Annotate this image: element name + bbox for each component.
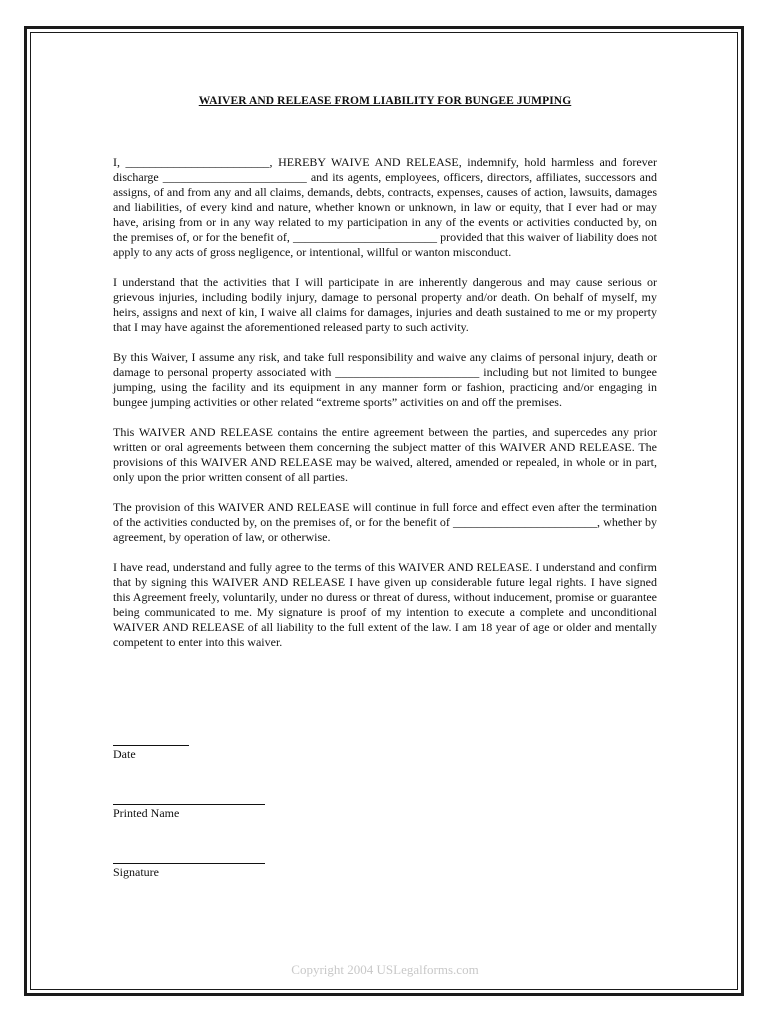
document-body (113, 155, 657, 665)
signature-line[interactable] (113, 863, 265, 864)
paragraph-survival: The provision of this WAIVER AND RELEASE will continue in full force and effect even after the termination of the activities conducted by, on the premises of, or for the benefit of ________________________, whether by agreement, by operation of law, or otherwise. (113, 500, 657, 544)
paragraph-assumption-of-risk: By this Waiver, I assume any risk, and take full responsibility and waive any claims of personal injury, death or damage to personal property associated with ________________________ including but not limited to bungee jumping, using the facility and its equipment in any manner form or fashion, practicing and/or engaging in bungee jumping activities or other related “extreme sports” activities on and off the premises. (113, 350, 657, 409)
paragraph-acknowledgement: I have read, understand and fully agree to the terms of this WAIVER AND RELEASE. I understand and confirm that by signing this WAIVER AND RELEASE I have given up considerable future legal rights. I have signed this Agreement freely, voluntarily, under no duress or threat of duress, without inducement, promise or guarantee being communicated to me. My signature is proof of my intention to execute a complete and unconditional WAIVER AND RELEASE of all liability to the full extent of the law. I am 18 year of age or older and mentally competent to enter into this waiver. (113, 560, 657, 649)
date-label: Date (113, 747, 136, 761)
document-title: WAIVER AND RELEASE FROM LIABILITY FOR BUNGEE JUMPING (198, 95, 572, 107)
paragraph-waiver-release: I, ________________________, HEREBY WAIVE AND RELEASE, indemnify, hold harmless and forever discharge ________________________ and its agents, employees, officers, directors, affiliates, successors and assigns, of and from any and all claims, demands, debts, contracts, expenses, causes of action, lawsuits, damages and liabilities, of every kind and nature, whether known or unknown, in law or equity, that I ever had or may have, arising from or in any way related to my participation in any of the events or activities conducted by, on the premises of, or for the benefit of, ________________________ provided that this waiver of liability does not apply to any acts of gross negligence, or intentional, willful or wanton misconduct. (113, 155, 657, 259)
paragraph-inherent-danger: I understand that the activities that I will participate in are inherently dangerous and may cause serious or grievous injuries, including bodily injury, damage to personal property and/or death. On behalf of myself, my heirs, assigns and next of kin, I waive all claims for damages, injuries and death sustained to me or my property that I may have against the aforementioned released party to such activity. (113, 275, 657, 334)
signature-field (113, 863, 265, 880)
printed-name-field (113, 804, 265, 821)
printed-name-label: Printed Name (113, 806, 180, 820)
copyright-footer: Copyright 2004 USLegalforms.com (291, 962, 479, 977)
paragraph-entire-agreement: This WAIVER AND RELEASE contains the entire agreement between the parties, and supercedes any prior written or oral agreements between them concerning the subject matter of this WAIVER AND RELEASE. The provisions of this WAIVER AND RELEASE may be waived, altered, amended or repealed, in whole or in part, only upon the prior written consent of all parties. (113, 425, 657, 484)
printed-name-line[interactable] (113, 804, 265, 805)
signature-label: Signature (113, 865, 159, 879)
date-field (113, 745, 189, 762)
date-line[interactable] (113, 745, 189, 746)
